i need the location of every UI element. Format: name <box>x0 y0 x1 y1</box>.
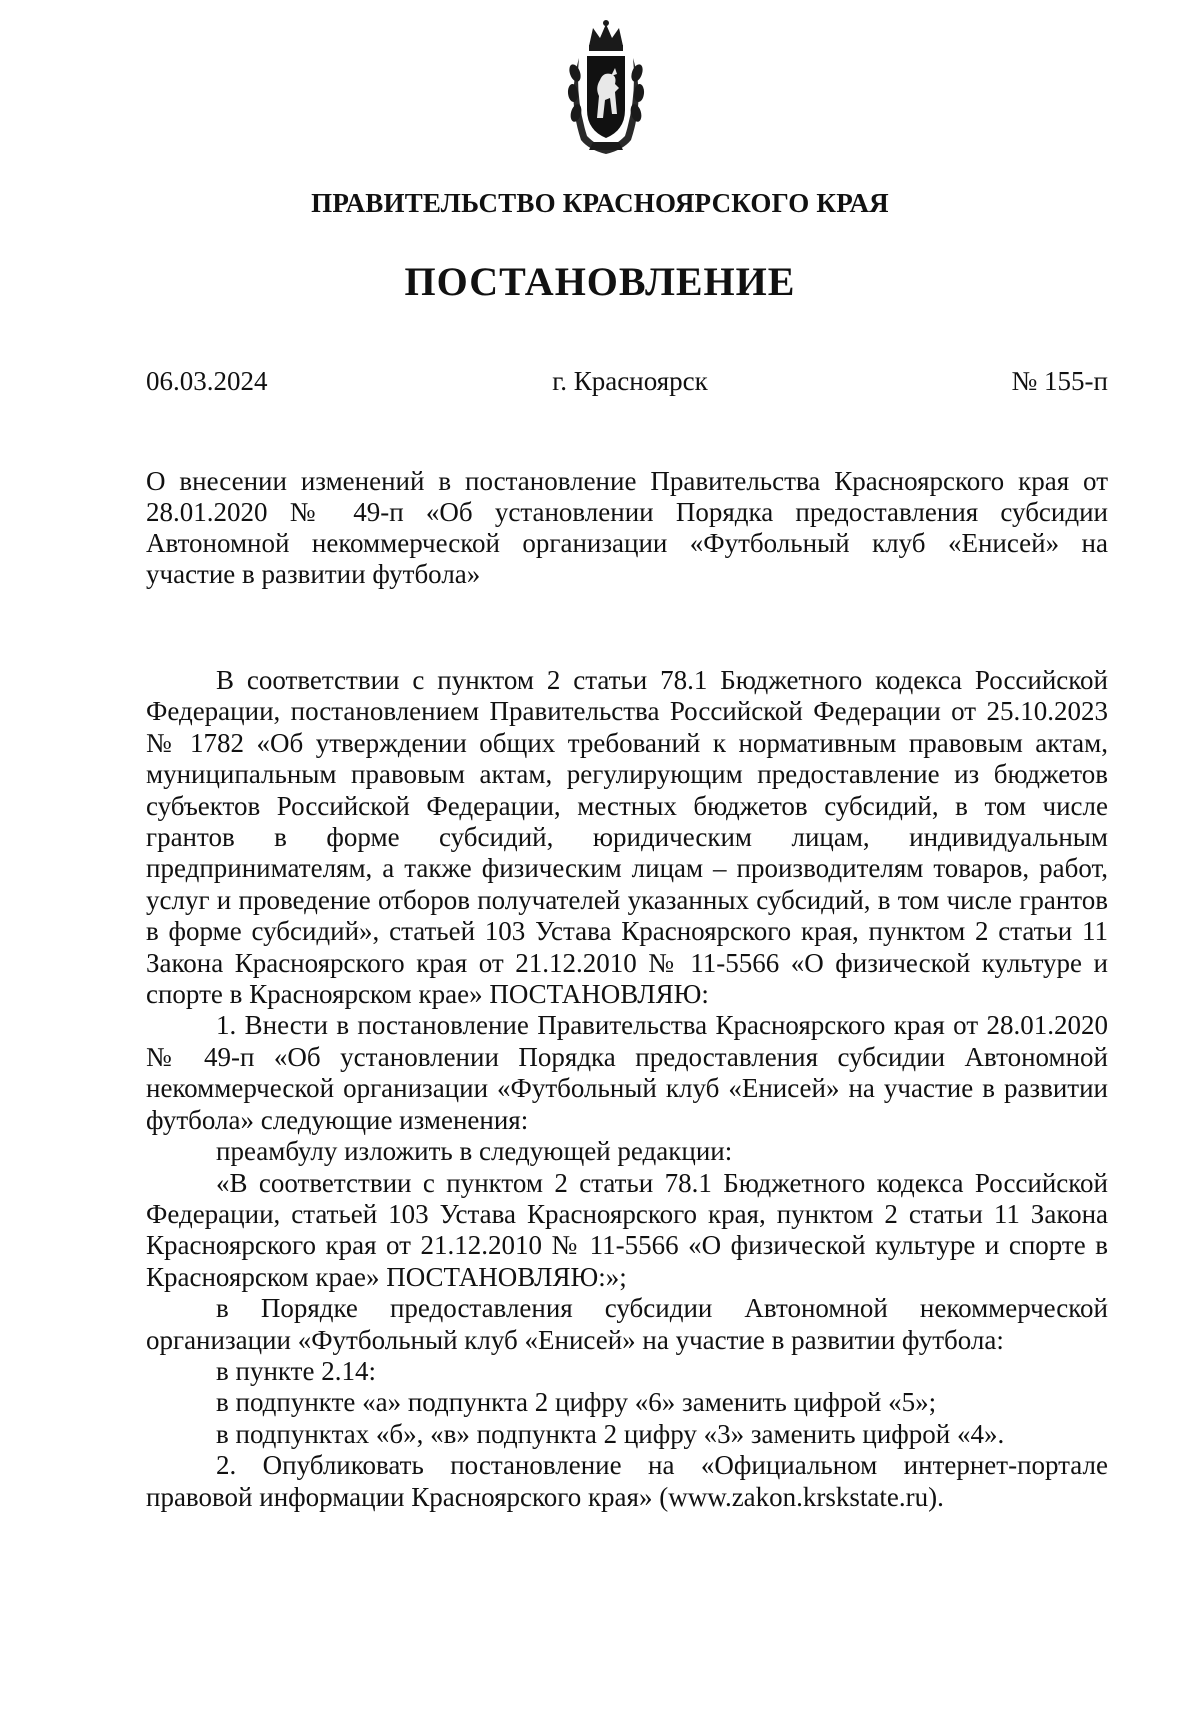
paragraph-subpoint-a: в подпункте «а» подпункта 2 цифру «6» заменить цифрой «5»; <box>216 1387 937 1418</box>
paragraph-item-2: 2. Опубликовать постановление на «Официальном интернет-портале правовой информации Красноярского края» (www.zakon.krskstate.ru). <box>146 1450 1108 1512</box>
document-body <box>146 665 1108 1513</box>
paragraph-subpoints-b-v: в подпунктах «б», «в» подпункта 2 цифру «3» заменить цифрой «4». <box>216 1418 1005 1449</box>
document-type: ПОСТАНОВЛЕНИЕ <box>404 259 796 304</box>
government-name: ПРАВИТЕЛЬСТВО КРАСНОЯРСКОГО КРАЯ <box>311 188 889 218</box>
coat-of-arms-emblem <box>565 18 647 158</box>
paragraph-preamble-instruction: преамбулу изложить в следующей редакции: <box>216 1136 733 1167</box>
title-text: О внесении изменений в постановление Правительства Красноярского края от 28.01.2020 № 49-п «Об установлении Порядка предоставления субсидии Автономной некоммерческой организации «Футбольный клуб «Енисей» на участие в развитии футбола» <box>146 466 1108 589</box>
document-city: г. Красноярск <box>552 366 708 396</box>
document-number: № 155-п <box>1011 366 1108 396</box>
paragraph-new-preamble: «В соответствии с пунктом 2 статьи 78.1 Бюджетного кодекса Российской Федерации, статьей 103 Устава Красноярского края, пунктом 2 статьи 11 Закона Красноярского края от 21.12.2010 № 11-5566 «О физической культуре и спорте в Красноярском крае» ПОСТАНОВЛЯЮ:»; <box>146 1167 1108 1292</box>
paragraph-point-2-14: в пункте 2.14: <box>216 1355 376 1386</box>
paragraph-order-changes: в Порядке предоставления субсидии Автономной некоммерческой организации «Футбольный клуб «Енисей» на участие в развитии футбола: <box>146 1293 1108 1355</box>
paragraph-preamble: В соответствии с пунктом 2 статьи 78.1 Бюджетного кодекса Российской Федерации, постановлением Правительства Российской Федерации от 25.10.2023 № 1782 «Об утверждении общих требований к нормативным правовым актам, муниципальным правовым актам, регулирующим предоставление из бюджетов субъектов Российской Федерации, местных бюджетов субсидий, в том числе грантов в форме субсидий, юридическим лицам, индивидуальным предпринимателям, а также физическим лицам – производителям товаров, работ, услуг и проведение отборов получателей указанных субсидий, в том числе грантов в форме субсидий», статьей 103 Устава Красноярского края, пунктом 2 статьи 11 Закона Красноярского края от 21.12.2010 № 11-5566 «О физической культуре и спорте в Красноярском крае» ПОСТАНОВЛЯЮ: <box>146 665 1108 1010</box>
document-title <box>146 466 1108 590</box>
paragraph-item-1: 1. Внести в постановление Правительства Красноярского края от 28.01.2020 № 49-п «Об установлении Порядка предоставления субсидии Автономной некоммерческой организации «Футбольный клуб «Енисей» на участие в развитии футбола» следующие изменения: <box>146 1010 1108 1135</box>
document-date: 06.03.2024 <box>146 366 268 396</box>
